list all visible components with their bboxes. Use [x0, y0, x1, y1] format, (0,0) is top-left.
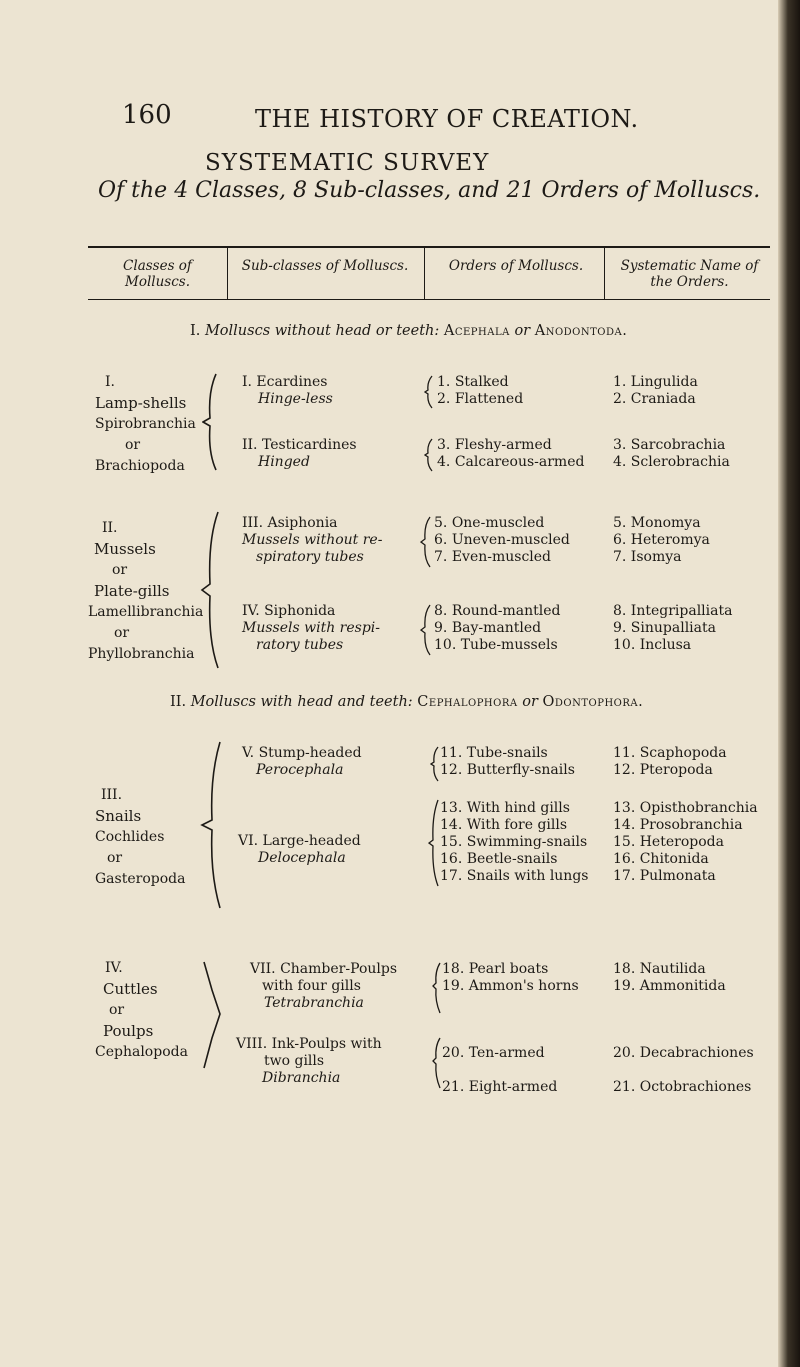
class-2-brace [200, 510, 222, 670]
class-1: I. Lamp-shells Spirobranchia or Brachiopoda [95, 374, 196, 474]
header-bottom-rule [88, 299, 770, 300]
system-group-8: 20. Decabrachiones 21. Octobrachiones [613, 1045, 754, 1095]
class-2: II. Mussels or Plate-gills Lamellibranchia or Phyllobranchia [88, 520, 204, 662]
system-group-4: 8. Integripalliata 9. Sinupalliata 10. Inclusa [613, 603, 733, 653]
column-divider-3 [604, 248, 605, 300]
subclass-8: VIII. Ink-Poulps with two gills Dibranchia [236, 1036, 382, 1086]
page-title: SYSTEMATIC SURVEY [205, 150, 490, 176]
order-group-1: 1. Stalked 2. Flattened [437, 374, 524, 407]
column-header-subclasses: Sub-classes of Molluscs. [241, 258, 409, 274]
order-group-8: 20. Ten-armed 21. Eight-armed [442, 1045, 558, 1095]
subclass-4: IV. Siphonida Mussels with respi- ratory tubes [242, 603, 381, 653]
order-group-2: 3. Fleshy-armed 4. Calcareous-armed [437, 437, 585, 470]
class-4: IV. Cuttles or Poulps Cephalopoda [95, 960, 188, 1060]
section-heading-2: II. Molluscs with head and teeth: Cephalophora or Odontophora. [170, 694, 644, 710]
subclass-8-brace [432, 1036, 442, 1090]
order-group-7: 18. Pearl boats 19. Ammon's horns [442, 961, 579, 994]
page-subtitle: Of the 4 Classes, 8 Sub-classes, and 21 Orders of Molluscs. [98, 178, 761, 203]
class-3-brace [200, 740, 224, 910]
column-header-systematic-name: Systematic Name of the Orders. [620, 258, 759, 290]
order-group-6: 13. With hind gills 14. With fore gills 15. Swimming-snails 16. Beetle-snails 17. Snails with lungs [440, 800, 589, 884]
subclass-6-brace [428, 798, 440, 888]
class-3: III. Snails Cochlides or Gasteropoda [95, 787, 186, 887]
class-1-brace [202, 372, 222, 472]
column-divider-1 [227, 248, 228, 300]
subclass-7-brace [432, 961, 442, 1015]
section-heading-1: I. Molluscs without head or teeth: Acephala or Anodontoda. [190, 323, 628, 339]
subclass-4-brace [420, 603, 432, 657]
subclass-7: VII. Chamber-Poulps with four gills Tetrabranchia [250, 961, 398, 1011]
column-header-orders: Orders of Molluscs. [448, 258, 584, 274]
system-group-7: 18. Nautilida 19. Ammonitida [613, 961, 726, 994]
order-group-4: 8. Round-mantled 9. Bay-mantled 10. Tube-mussels [434, 603, 561, 653]
subclass-1: I. Ecardines Hinge-less [242, 374, 333, 407]
system-group-2: 3. Sarcobrachia 4. Sclerobrachia [613, 437, 730, 470]
subclass-5-brace [430, 745, 440, 783]
subclass-2-brace [424, 437, 434, 473]
column-header-classes: Classes of Molluscs. [123, 258, 192, 290]
class-4-brace [200, 960, 224, 1070]
header-top-rule [88, 246, 770, 248]
subclass-3-brace [420, 515, 432, 569]
subclass-3: III. Asiphonia Mussels without re- spiratory tubes [242, 515, 383, 565]
subclass-6: VI. Large-headed Delocephala [238, 833, 361, 866]
subclass-5: V. Stump-headed Perocephala [242, 745, 362, 778]
order-group-5: 11. Tube-snails 12. Butterfly-snails [440, 745, 575, 778]
subclass-2: II. Testicardines Hinged [242, 437, 357, 470]
system-group-5: 11. Scaphopoda 12. Pteropoda [613, 745, 727, 778]
page-edge-shadow [778, 0, 800, 1367]
page-number: 160 [122, 100, 172, 130]
system-group-3: 5. Monomya 6. Heteromya 7. Isomya [613, 515, 710, 565]
subclass-1-brace [424, 374, 434, 410]
system-group-1: 1. Lingulida 2. Craniada [613, 374, 698, 407]
order-group-3: 5. One-muscled 6. Uneven-muscled 7. Even-muscled [434, 515, 570, 565]
column-divider-2 [424, 248, 425, 300]
running-title: THE HISTORY OF CREATION. [255, 105, 639, 133]
system-group-6: 13. Opisthobranchia 14. Prosobranchia 15. Heteropoda 16. Chitonida 17. Pulmonata [613, 800, 758, 884]
